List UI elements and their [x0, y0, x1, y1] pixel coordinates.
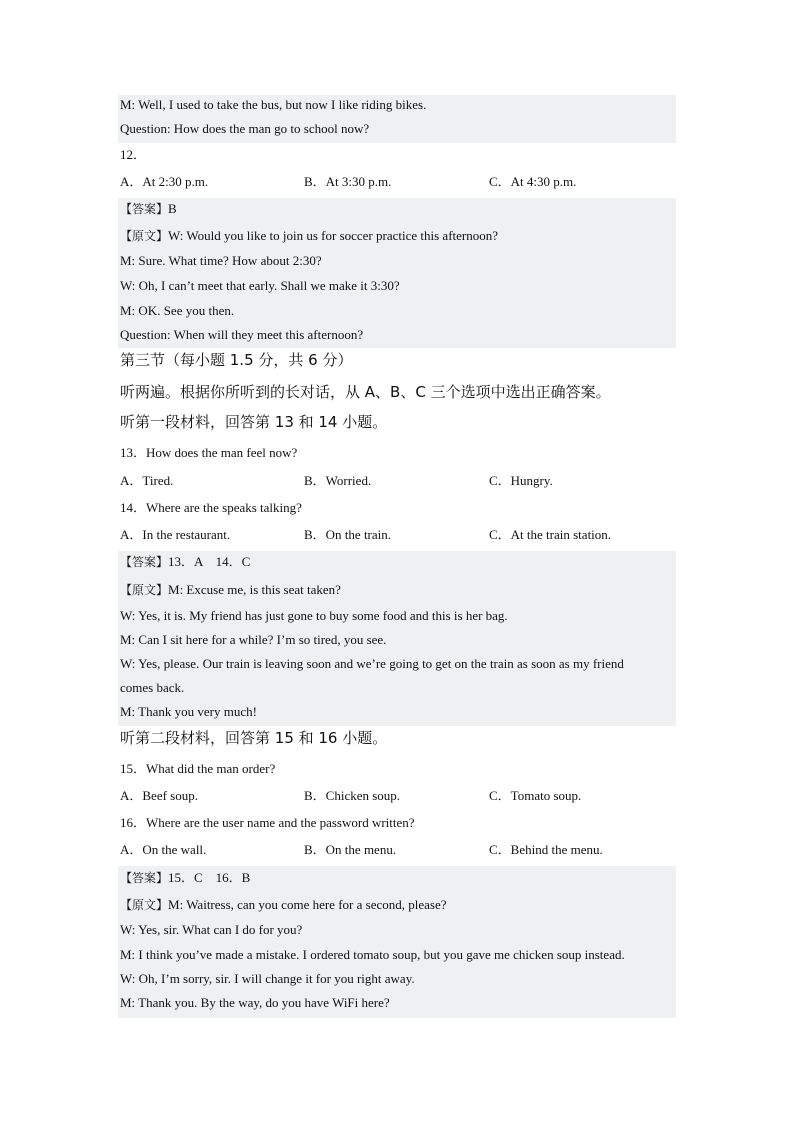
transcript-line: W: Oh, I can’t meet that early. Shall we make it 3:30?	[120, 278, 400, 293]
transcript-line: M: Thank you very much!	[120, 704, 257, 719]
transcript-line: M: Sure. What time? How about 2:30?	[120, 253, 322, 268]
option-a: A．Beef soup.	[120, 788, 198, 803]
question-number-12: 12．	[120, 147, 147, 162]
question-16-stem: 16．Where are the user name and the password written?	[120, 815, 415, 830]
option-b: B．Worried.	[304, 473, 372, 488]
answer-line	[120, 201, 177, 217]
section-heading: 第三节（每小题 1.5 分，共 6 分）	[120, 351, 353, 369]
answer-line	[120, 554, 250, 570]
transcript-line: M: Well, I used to take the bus, but now I like riding bikes.	[120, 97, 427, 112]
transcript-line: Question: How does the man go to school now?	[120, 121, 370, 136]
option-a: A．At 2:30 p.m.	[120, 174, 209, 189]
option-a: A．In the restaurant.	[120, 527, 231, 542]
option-b: B．Chicken soup.	[304, 788, 401, 803]
transcript-first-line	[120, 897, 446, 913]
transcript-tag: 【原文】	[120, 898, 169, 912]
transcript-tag: 【原文】	[120, 583, 169, 597]
transcript-line: W: Yes, it is. My friend has just gone to buy some food and this is her bag.	[120, 608, 508, 623]
answer-tag: 【答案】	[120, 871, 169, 885]
transcript-first-line	[120, 582, 341, 598]
transcript-line: W: Yes, please. Our train is leaving soon and we’re going to get on the train as soon as my friend	[120, 656, 624, 671]
question-15-stem: 15．What did the man order?	[120, 761, 276, 776]
option-b: B．On the train.	[304, 527, 392, 542]
option-b: B．At 3:30 p.m.	[304, 174, 392, 189]
question-14-stem: 14．Where are the speaks talking?	[120, 500, 302, 515]
transcript-line: comes back.	[120, 680, 185, 695]
option-c: C．Tomato soup.	[489, 788, 582, 803]
transcript-line: W: Would you like to join us for soccer practice this afternoon?	[168, 228, 499, 243]
option-c: C．Hungry.	[489, 473, 553, 488]
transcript-line: W: Yes, sir. What can I do for you?	[120, 922, 303, 937]
option-c: C．At the train station.	[489, 527, 612, 542]
transcript-line: M: Thank you. By the way, do you have WiFi here?	[120, 995, 390, 1010]
option-b: B．On the menu.	[304, 842, 397, 857]
section-instruction: 听两遍。根据你所听到的长对话，从 A、B、C 三个选项中选出正确答案。	[120, 383, 611, 401]
transcript-line: M: Can I sit here for a while? I’m so tired, you see.	[120, 632, 387, 647]
answer-tag: 【答案】	[120, 202, 169, 216]
transcript-line: M: Excuse me, is this seat taken?	[168, 582, 341, 597]
option-a: A．On the wall.	[120, 842, 207, 857]
option-c: C．Behind the menu.	[489, 842, 603, 857]
answer-tag: 【答案】	[120, 555, 169, 569]
transcript-line: M: I think you’ve made a mistake. I ordered tomato soup, but you gave me chicken soup instead.	[120, 947, 625, 962]
transcript-line: W: Oh, I’m sorry, sir. I will change it for you right away.	[120, 971, 415, 986]
answer-line	[120, 870, 250, 886]
answer-value: 13．A 14．C	[168, 554, 251, 569]
question-13-stem: 13．How does the man feel now?	[120, 445, 298, 460]
option-c: C．At 4:30 p.m.	[489, 174, 577, 189]
material-heading-2: 听第二段材料，回答第 15 和 16 小题。	[120, 729, 388, 747]
answer-value: 15．C 16．B	[168, 870, 251, 885]
answer-value: B	[168, 201, 177, 216]
option-a: A．Tired.	[120, 473, 174, 488]
transcript-line: M: Waitress, can you come here for a second, please?	[168, 897, 447, 912]
transcript-line: Question: When will they meet this afternoon?	[120, 327, 364, 342]
transcript-tag: 【原文】	[120, 229, 169, 243]
material-heading-1: 听第一段材料，回答第 13 和 14 小题。	[120, 413, 388, 431]
answer-block-12	[118, 198, 676, 348]
transcript-line: M: OK. See you then.	[120, 303, 235, 318]
transcript-first-line	[120, 228, 498, 244]
